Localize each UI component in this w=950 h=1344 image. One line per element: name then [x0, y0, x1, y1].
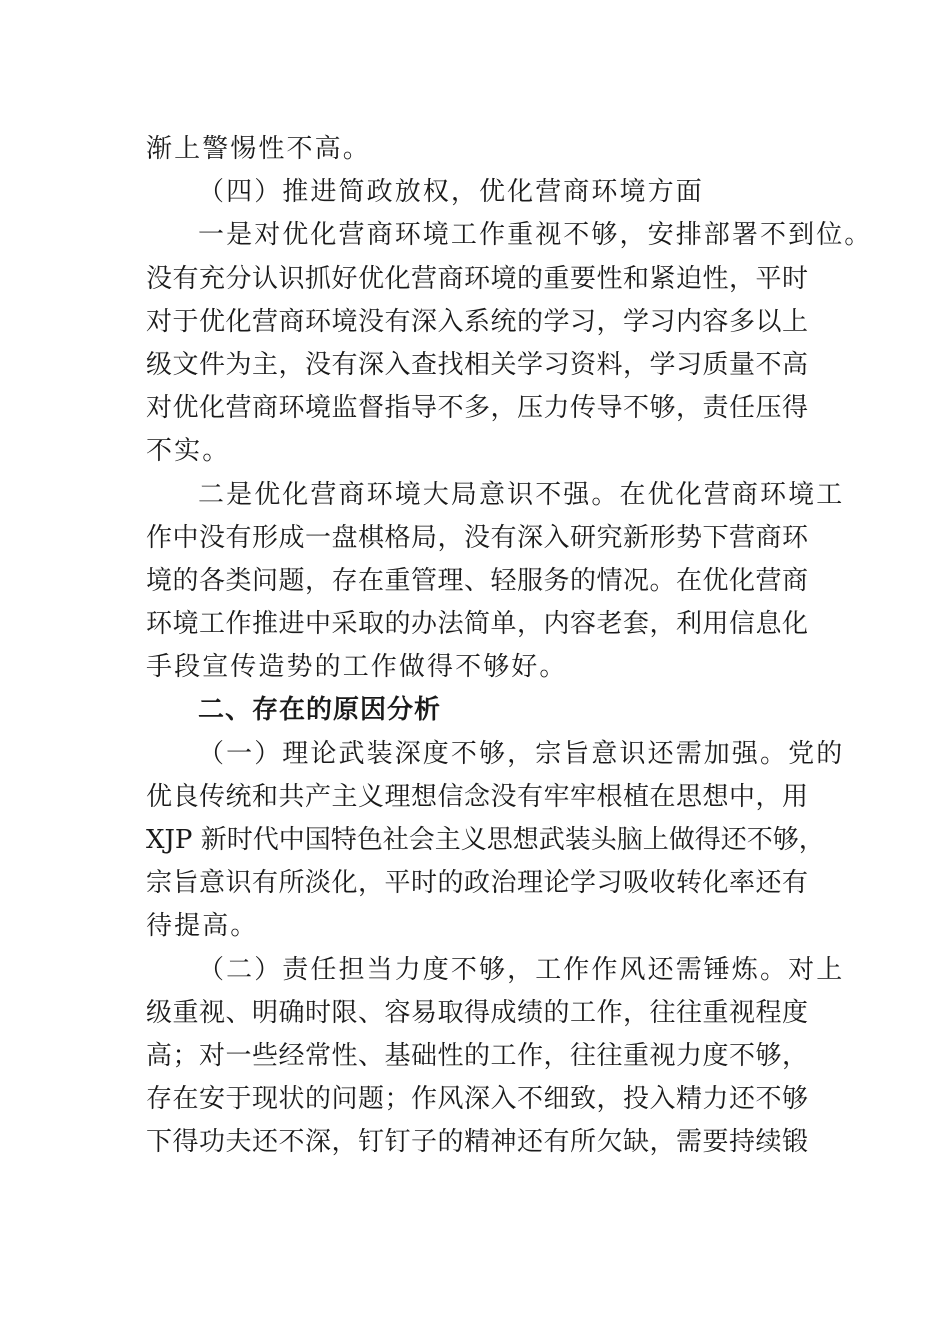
- text-line: 高；对一些经常性、基础性的工作，往往重视力度不够，: [146, 1040, 808, 1071]
- text-line: 优良传统和共产主义理想信念没有牢牢根植在思想中，用: [146, 781, 808, 812]
- text-line: 宗旨意识有所淡化，平时的政治理论学习吸收转化率还有: [146, 868, 808, 899]
- text-line: 对优化营商环境监督指导不多，压力传导不够，责任压得: [146, 393, 808, 424]
- text-line: 没有充分认识抓好优化营商环境的重要性和紧迫性，平时: [146, 263, 808, 294]
- text-line: 二是优化营商环境大局意识不强。在优化营商环境工: [198, 479, 845, 510]
- text-line: （二）责任担当力度不够，工作作风还需锤炼。对上: [198, 954, 845, 985]
- text-line: 渐上警惕性不高。: [146, 134, 371, 164]
- section-heading: 二、存在的原因分析: [198, 695, 442, 726]
- text-line: 存在安于现状的问题；作风深入不细致，投入精力还不够: [146, 1084, 808, 1115]
- text-line: XJP 新时代中国特色社会主义思想武装头脑上做得还不够，: [146, 825, 825, 855]
- text-line: 环境工作推进中采取的办法简单，内容老套，利用信息化: [146, 609, 808, 640]
- text-line: 境的各类问题，存在重管理、轻服务的情况。在优化营商: [146, 565, 808, 596]
- text-line: 下得功夫还不深，钉钉子的精神还有所欠缺，需要持续锻: [146, 1127, 808, 1158]
- document-body: [146, 128, 873, 1165]
- section-subheading: （四）推进简政放权，优化营商环境方面: [198, 177, 704, 208]
- text-line: 不实。: [146, 436, 231, 467]
- text-line: 作中没有形成一盘棋格局，没有深入研究新形势下营商环: [146, 522, 808, 553]
- text-line: 待提高。: [146, 911, 259, 942]
- text-line: 一是对优化营商环境工作重视不够，安排部署不到位。: [198, 220, 873, 251]
- text-line: （一）理论武装深度不够，宗旨意识还需加强。党的: [198, 738, 845, 769]
- text-line: 级重视、明确时限、容易取得成绩的工作，往往重视程度: [146, 997, 808, 1028]
- text-line: 对于优化营商环境没有深入系统的学习，学习内容多以上: [146, 306, 808, 337]
- text-line: 手段宣传造势的工作做得不够好。: [146, 652, 568, 683]
- text-line: 级文件为主，没有深入查找相关学习资料，学习质量不高: [146, 349, 808, 380]
